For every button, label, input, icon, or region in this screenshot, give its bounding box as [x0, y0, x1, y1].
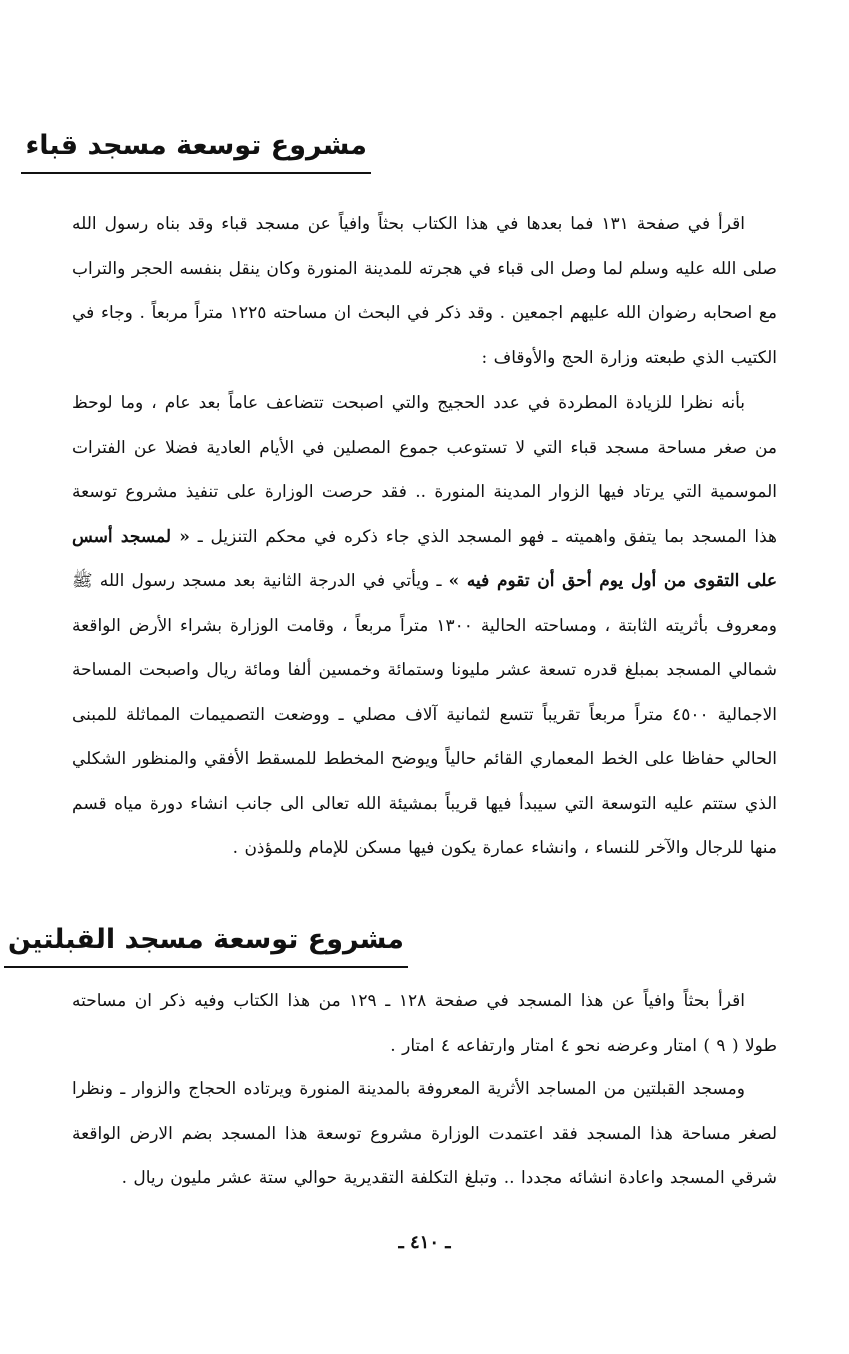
qiblatain-paragraph-2: ومسجد القبلتين من المساجد الأثرية المعروفة بالمدينة المنورة ويرتاده الحجاج والزوار ـ ونظرا لصغر مساحة هذا المسجد فقد اعتمدت الوزارة مشروع توسعة هذا المسجد بضم الارض الواقعة شرقي المسجد واعادة انشائه مجددا .. وتبلغ التكلفة التقديرية حوالي ستة عشر مليون ريال .: [72, 1079, 777, 1188]
section-title-qiblatain: مشروع توسعة مسجد القبلتين: [4, 920, 408, 968]
quba-paragraph-1: اقرأ في صفحة ١٣١ فما بعدها في هذا الكتاب بحثاً وافياً عن مسجد قباء وقد بناه رسول الله صلى الله عليه وسلم لما وصل الى قباء في هجرته للمدينة المنورة وكان ينقل بنفسه الحجر والتراب مع اصحابه رضوان الله عليهم اجمعين . وقد ذكر في البحث ان مساحته ١٢٢٥ متراً مربعاً . وجاء في الكتيب الذي طبعته وزارة الحج والأوقاف :: [72, 214, 777, 368]
quran-quote: « لمسجد أسس على التقوى من أول يوم أحق أن تقوم فيه »: [72, 526, 777, 591]
qiblatain-paragraph-1: اقرأ بحثاً وافياً عن هذا المسجد في صفحة ١٢٨ ـ ١٢٩ من هذا الكتاب وفيه ذكر ان مساحته طولا ( ٩ ) امتار وعرضه نحو ٤ امتار وارتفاعه ٤ امتار .: [72, 991, 777, 1056]
quba-paragraph-2-part-2: ـ ويأتي في الدرجة الثانية بعد مسجد رسول الله ﷺ ومعروف بأثريته الثابتة ، ومساحته الحالية ١٣٠٠ متراً مربعاً ، وقامت الوزارة بشراء الأرض الواقعة شمالي المسجد بمبلغ قدره تسعة عشر مليونا وستمائة وخمسين ألفا ومائة ريال واصبحت المساحة الاجمالية ٤٥٠٠ متراً مربعاً تقريباً تتسع لثمانية آلاف مصلي ـ ووضعت التصميمات المماثلة للمبنى الحالي حفاظا على الخط المعماري القائم حالياً ويوضح المخطط للمسقط الأفقي والمنظور الشكلي الذي ستتم عليه التوسعة التي سيبدأ فيها قريباً بمشيئة الله تعالى الى جانب انشاء دورة مياه قسم منها للرجال والآخر للنساء ، وانشاء عمارة يكون فيها مسكن للإمام وللمؤذن .: [72, 571, 778, 858]
quba-paragraph-2-part-1: بأنه نظرا للزيادة المطردة في عدد الحجيج والتي اصبحت تتضاعف عاماً بعد عام ، وما لوحظ من صغر مساحة مسجد قباء التي لا تستوعب جموع المصلين في الأيام العادية فضلا عن الفترات الموسمية التي يرتاد فيها الزوار المدينة المنورة .. فقد حرصت الوزارة على تنفيذ مشروع توسعة هذا المسجد بما يتفق واهميته ـ فهو المسجد الذي جاء ذكره في محكم التنزيل ـ: [72, 393, 777, 547]
page-number: ـ ٤١٠ ـ: [398, 1232, 451, 1253]
quba-paragraph-2: [72, 381, 777, 871]
section-title-quba: مشروع توسعة مسجد قباء: [21, 126, 371, 174]
